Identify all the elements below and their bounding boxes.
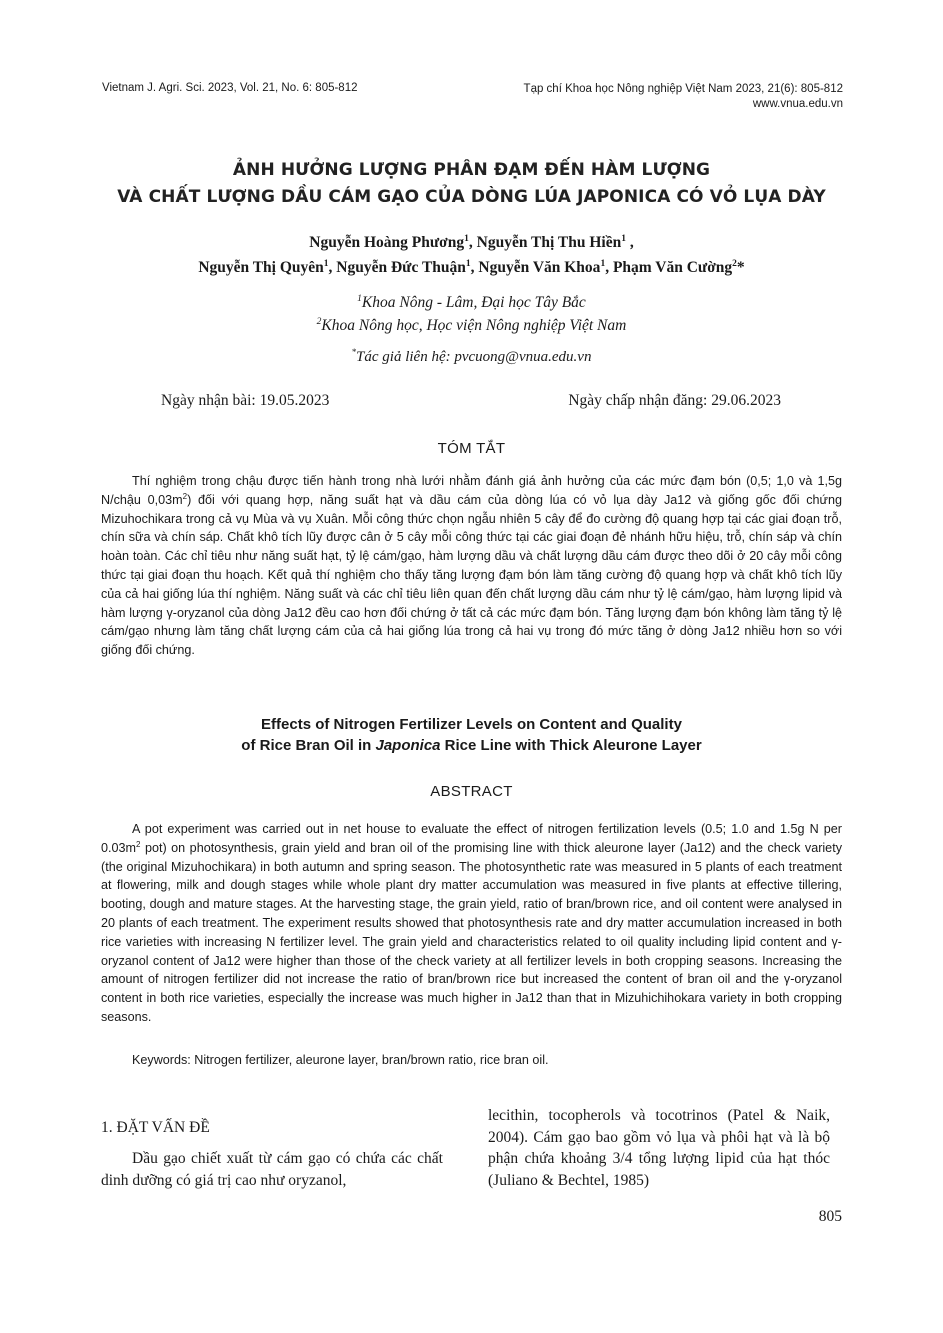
english-title-line-2: [100, 735, 843, 756]
journal-header-vietnamese: [524, 82, 843, 112]
author-line-2: [100, 255, 843, 280]
corresponding-author-text: Tác giả liên hệ: pvcuong@vnua.edu.vn: [356, 349, 592, 365]
author-separator: ,: [468, 234, 477, 251]
superscript: 2: [182, 491, 188, 501]
affiliation-2: [100, 314, 843, 337]
author-name: Nguyễn Thị Thu Hiền: [476, 234, 622, 251]
summary-heading: TÓM TẮT: [437, 440, 506, 457]
affiliation-text: Khoa Nông học, Học viện Nông nghiệp Việt Nam: [321, 317, 627, 334]
abstract-paragraph: [101, 820, 842, 1027]
received-date: Ngày nhận bài: 19.05.2023: [161, 392, 330, 409]
affiliation-list: [100, 291, 843, 337]
section-heading: 1. ĐẶT VẤN ĐỀ: [101, 1119, 210, 1136]
english-title: [100, 714, 843, 756]
journal-header-vietnamese-line: Tạp chí Khoa học Nông nghiệp Việt Nam 2023, 21(6): 805-812: [523, 83, 843, 95]
body-right-column: lecithin, tocopherols và tocotrinos (Patel & Naik, 2004). Cám gạo bao gồm vỏ lụa và phôi hạt và là bộ phận chứa khoảng 3/4 tổng lượng lipid của hạt thóc (Juliano & Bechtel, 1985): [488, 1107, 830, 1189]
abstract-heading: ABSTRACT: [430, 783, 513, 800]
summary-text: ) đối với quang hợp, năng suất hạt và dầu cám của dòng lúa có vỏ lụa dày Ja12 và giống gốc đối chứng Mizuhochikara trong cả vụ Mùa và vụ Xuân. Mỗi công thức chọn ngẫu nhiên 5 cây để đo cường độ quang hợp tại các giai đoạn trỗ, chín sữa và chín sáp. Chất khô tích lũy được cân ở 5 cây mỗi công thức tại các giai đoạn đẻ nhánh hữu hiệu, trỗ, chín sáp và chín hoàn toàn. Các chỉ tiêu như năng suất hạt, tỷ lệ cám/gạo, hàm lượng dầu và chất lượng dầu cám được theo dõi ở 20 cây mỗi công thức tại giai đoạn thu hoạch. Kết quả thí nghiệm cho thấy tăng lượng đạm bón làm tăng cường độ quang hợp và chất khô tích lũy của cả hai giống lúa thí nghiệm. Năng suất và các chỉ tiêu liên quan đến chất lượng dầu cám như tỷ lệ cám/gạo, hàm lượng lipid và hàm lượng γ-oryzanol của dòng Ja12 đều cao hơn đối chứng ở tất cả các mức đạm bón. Tăng lượng đạm bón không làm tăng tỷ lệ cám/gạo nhưng làm tăng chất lượng cám của cả hai giống lúa trong cả hai vụ trong đó mức tăng ở dòng Ja12 nhiều hơn so với giống đối chứng.: [101, 492, 842, 658]
author-affiliation-mark: 1: [464, 234, 469, 244]
superscript: 2: [136, 839, 141, 849]
author-affiliation-mark: 1: [323, 259, 329, 269]
author-affiliation-mark: 2: [732, 259, 737, 269]
corresponding-mark: *: [351, 347, 357, 357]
affiliation-mark: 2: [316, 317, 322, 327]
paper-title-line-1: ẢNH HƯỞNG LƯỢNG PHÂN ĐẠM ĐẾN HÀM LƯỢNG: [232, 160, 711, 180]
author-name: Nguyễn Văn Khoa: [478, 259, 601, 276]
english-title-text: Rice Line with Thick Aleurone Layer: [440, 737, 702, 754]
journal-website: www.vnua.edu.vn: [752, 98, 843, 110]
summary-paragraph: [101, 472, 842, 660]
author-list: [100, 230, 843, 280]
affiliation-1: [100, 291, 843, 314]
author-name: Nguyễn Thị Quyên: [198, 259, 324, 276]
accepted-date: Ngày chấp nhận đăng: 29.06.2023: [568, 392, 781, 409]
body-left-column: Dầu gạo chiết xuất từ cám gạo có chứa các chất dinh dưỡng có giá trị cao như oryzanol,: [101, 1150, 443, 1189]
summary-text: Thí nghiệm trong chậu được tiến hành trong nhà lưới nhằm đánh giá ảnh hưởng của các mức đạm bón (0,5; 1,0 và 1,5g N/chậu 0,03m: [101, 474, 842, 507]
author-separator: ,: [625, 234, 634, 251]
abstract-text: pot) on photosynthesis, grain yield and bran oil of the promising line with thick aleurone layer (Ja12) and the check variety (the original Mizuhochikara) in both autumn and spring season. The photosynthetic rate was measured in 5 plants of each treatment at flowering, milk and dough stages while whole plant dry matter accumulation was measured in five plants at effective tillering, booting, dough and mature stages. At the harvesting stage, the grain yield, ratio of bran/brown rice, and oil content were analysed in 20 plants of each treatment. The experiment results showed that photosynthesis rate and dry matter accumulation increased in both rice varieties with increasing N fertilizer level. The grain yield and characteristics related to oil quality including lipid content and γ-oryzanol content of Ja12 were higher than those of the check variety at all fertilizer levels in both cropping seasons. Increasing the amount of nitrogen fertilizer did not increase the ratio of bran/brown rice but increased the content of bran oil and the γ-oryzanol content in both rice varieties, especially the increase was much higher in Ja12 than that in Mizuhichihokara variety in both cropping seasons.: [101, 840, 842, 1024]
abstract-text: A pot experiment was carried out in net house to evaluate the effect of nitrogen fertilization levels (0.5; 1.0 and 1.5g N per 0.03m: [101, 822, 842, 855]
paper-title: [100, 157, 843, 211]
english-title-text: of Rice Bran Oil in: [241, 737, 376, 754]
english-title-line-1: Effects of Nitrogen Fertilizer Levels on Content and Quality: [261, 716, 682, 733]
keywords: Keywords: Nitrogen fertilizer, aleurone layer, bran/brown ratio, rice bran oil.: [132, 1053, 549, 1067]
author-name: Nguyễn Đức Thuận: [336, 259, 466, 276]
author-affiliation-mark: 1: [600, 259, 606, 269]
paper-title-line-2: VÀ CHẤT LƯỢNG DẦU CÁM GẠO CỦA DÒNG LÚA JAPONICA CÓ VỎ LỤA DÀY: [117, 187, 826, 207]
author-line-1: [100, 230, 843, 255]
affiliation-mark: 1: [357, 294, 362, 304]
corresponding-author-mark: *: [736, 259, 745, 276]
author-affiliation-mark: 1: [465, 259, 471, 269]
author-separator: ,: [605, 259, 613, 276]
journal-header-english: Vietnam J. Agri. Sci. 2023, Vol. 21, No. 6: 805-812: [102, 82, 358, 94]
page-number: 805: [818, 1208, 842, 1225]
affiliation-text: Khoa Nông - Lâm, Đại học Tây Bắc: [361, 294, 586, 311]
author-affiliation-mark: 1: [621, 234, 626, 244]
english-title-italic: Japonica: [375, 737, 441, 754]
corresponding-author: [100, 349, 843, 366]
author-separator: ,: [328, 259, 337, 276]
author-separator: ,: [470, 259, 479, 276]
author-name: Phạm Văn Cường: [612, 259, 733, 276]
author-name: Nguyễn Hoàng Phương: [309, 234, 465, 251]
